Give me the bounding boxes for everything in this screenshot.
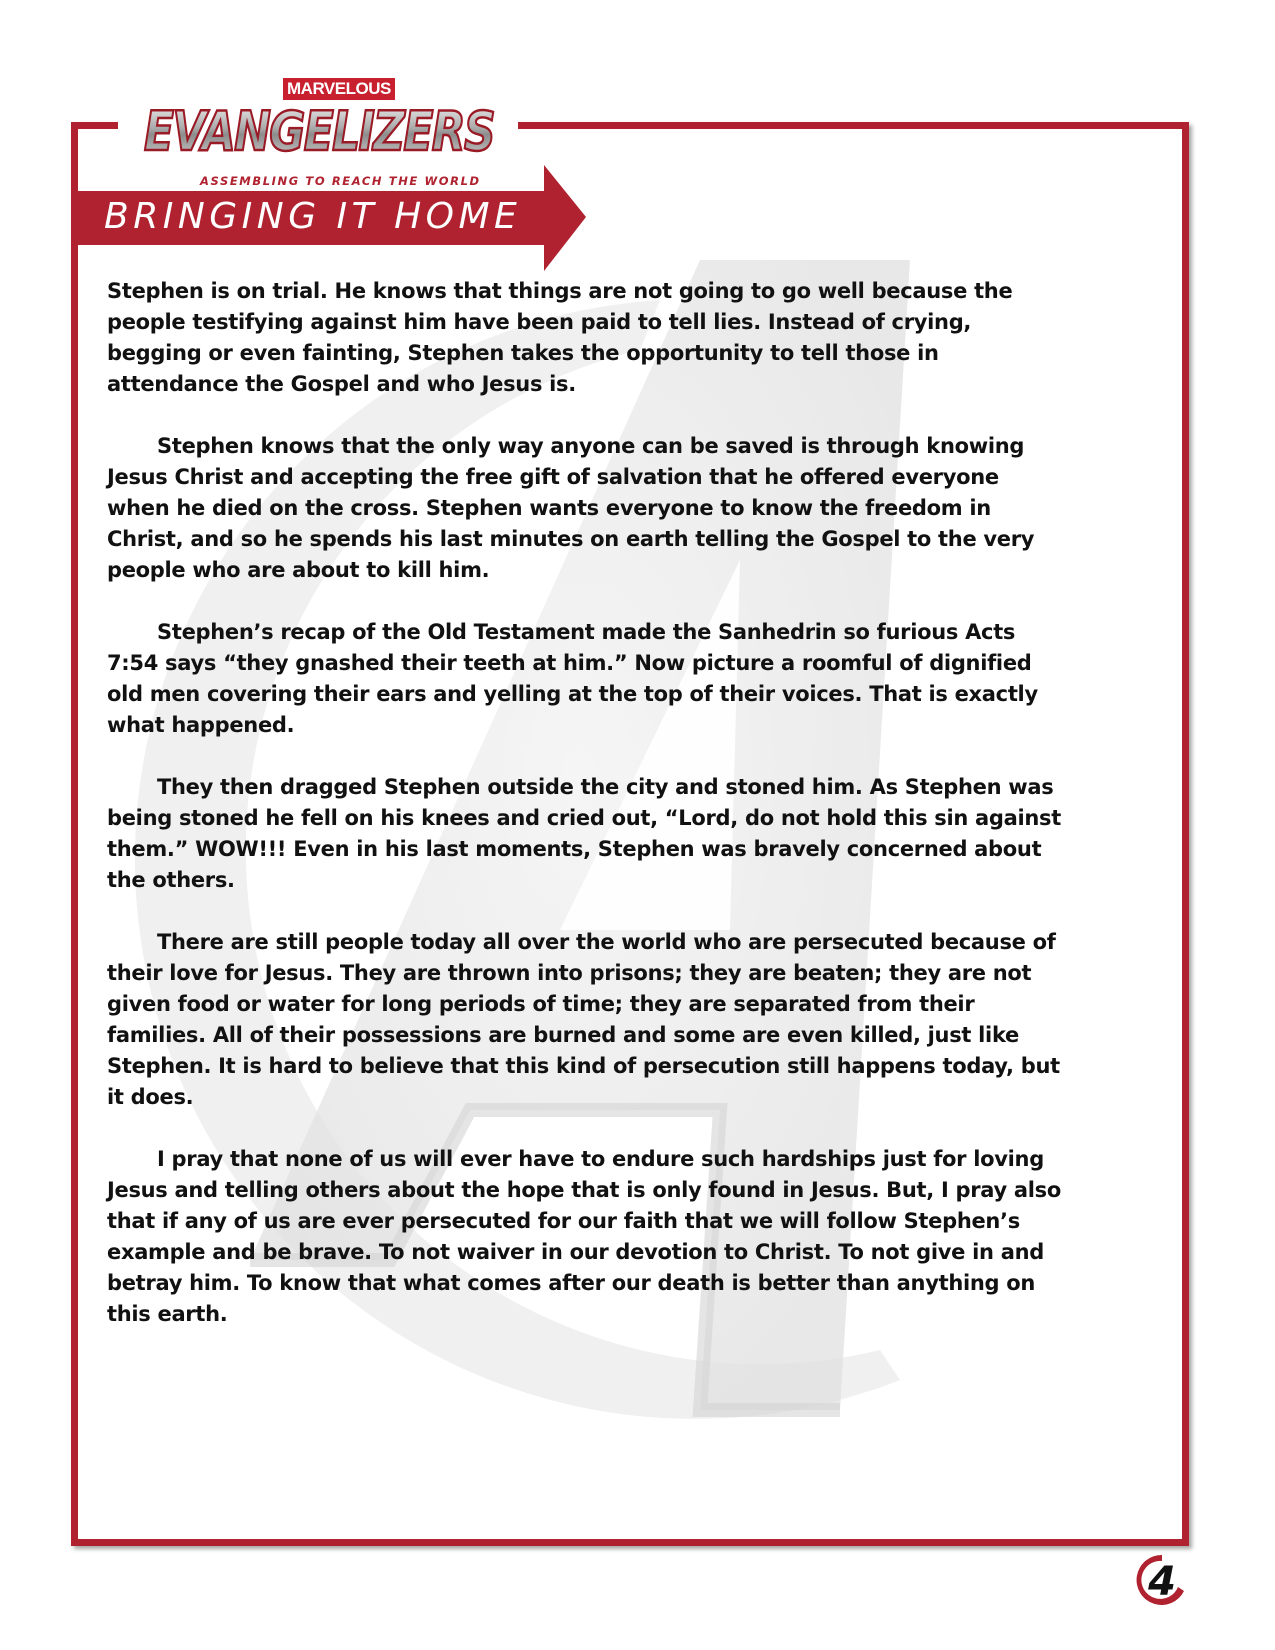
- paragraph-2: Stephen knows that the only way anyone can be saved is through knowing Jesus Christ and accepting the free gift of salvation that he offered everyone when he died on the cross. Stephen wants everyone to know the freedom in Christ, and so he spends his last minutes on earth telling the Gospel to the very people who are about to kill him.: [107, 434, 1035, 582]
- paragraph-5: There are still people today all over the world who are persecuted because of their love for Jesus. They are thrown into prisons; they are beaten; they are not given food or water for long periods of time; they are separated from their families. All of their possessions are burned and some are even killed, just like Stephen. It is hard to believe that this kind of persecution still happens today, but it does.: [107, 930, 1060, 1109]
- logo-evangelizers-wordmark: [134, 92, 504, 166]
- logo-tagline: ASSEMBLING TO REACH THE WORLD: [200, 174, 481, 188]
- page-number: 4: [1148, 1559, 1176, 1605]
- paragraph-6: I pray that none of us will ever have to endure such hardships just for loving Jesus and telling others about the hope that is only found in Jesus. But, I pray also that if any of us are ever persecuted for our faith that we will follow Stephen’s example and be brave. To not waiver in our devotion to Christ. To not give in and betray him. To know that what comes after our death is better than anything on this earth.: [107, 1147, 1061, 1326]
- body-content: [107, 276, 1067, 1361]
- svg-text:EVANGELIZERS: EVANGELIZERS: [144, 100, 494, 163]
- logo-marvelous-label: MARVELOUS: [283, 78, 395, 100]
- page-number-badge: [1132, 1551, 1190, 1609]
- paragraph-3: Stephen’s recap of the Old Testament made the Sanhedrin so furious Acts 7:54 says “they gnashed their teeth at him.” Now picture a roomful of dignified old men covering their ears and yelling at the top of their voices. That is exactly what happened.: [107, 620, 1038, 737]
- paragraph-4: They then dragged Stephen outside the city and stoned him. As Stephen was being stoned he fell on his knees and cried out, “Lord, do not hold this sin against them.” WOW!!! Even in his last moments, Stephen was bravely concerned about the others.: [107, 775, 1061, 892]
- paragraph-1: Stephen is on trial. He knows that things are not going to go well because the people testifying against him have been paid to tell lies. Instead of crying, begging or even fainting, Stephen takes the opportunity to tell those in attendance the Gospel and who Jesus is.: [107, 279, 1013, 396]
- section-title: BRINGING IT HOME: [104, 196, 522, 237]
